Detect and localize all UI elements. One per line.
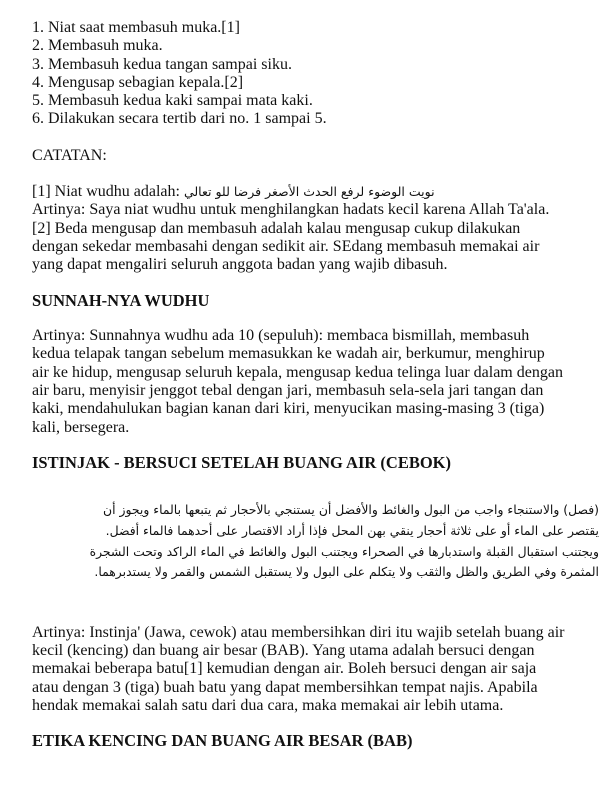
list-item: 5. Membasuh kedua kaki sampai mata kaki. bbox=[32, 92, 313, 110]
catatan-notes bbox=[32, 183, 607, 274]
sunnah-paragraph bbox=[32, 327, 607, 437]
paragraph-line: memakai beberapa batu[1] kemudian dengan air. Boleh bersuci dengan air saja bbox=[32, 660, 537, 678]
list-item: 1. Niat saat membasuh muka.[1] bbox=[32, 19, 240, 36]
paragraph-line: Artinya: Sunnahnya wudhu ada 10 (sepuluh): membaca bismillah, membasuh bbox=[32, 327, 530, 345]
paragraph-line: yang dapat mengaliri seluruh anggota badan yang wajib dibasuh. bbox=[32, 256, 448, 274]
list-item: 3. Membasuh kedua tangan sampai siku. bbox=[32, 55, 292, 73]
niat-label: [1] Niat wudhu adalah: bbox=[32, 183, 180, 201]
paragraph-line: air ke hidup, mengusap seluruh kepala, mengusap kedua telinga luar dalam dengan bbox=[32, 363, 563, 381]
paragraph-line: kaki, mendahulukan bagian kanan dari kiri, menyucikan masing-masing 3 (tiga) bbox=[32, 400, 545, 418]
section-heading-sunnah: SUNNAH-NYA WUDHU bbox=[32, 290, 210, 310]
istinjak-paragraph bbox=[32, 624, 607, 715]
paragraph-line: kecil (kencing) dan buang air besar (BAB). Yang utama adalah bersuci dengan bbox=[32, 642, 535, 660]
document-page bbox=[32, 19, 607, 751]
paragraph-line: atau dengan 3 (tiga) buah batu yang dapat membersihkan tempat najis. Apabila bbox=[32, 678, 538, 696]
catatan-title: CATATAN: bbox=[32, 146, 107, 164]
paragraph-line: kedua telapak tangan sebelum memasukkan ke wadah air, berkumur, menghirup bbox=[32, 345, 545, 363]
arabic-line: يقتصر على الماء أو على ثلاثة أحجار ينقي بهن المحل فإذا أراد الاقتصار على أحدهما فالماء أفضل. bbox=[105, 522, 599, 538]
niat-line bbox=[32, 183, 607, 201]
paragraph-line: Artinya: Instinja' (Jawa, cewok) atau membersihkan diri itu wajib setelah buang air bbox=[32, 623, 565, 641]
section-heading-etika: ETIKA KENCING DAN BUANG AIR BESAR (BAB) bbox=[32, 731, 413, 751]
wudhu-steps-list bbox=[32, 19, 607, 129]
paragraph-line: Artinya: Saya niat wudhu untuk menghilangkan hadats kecil karena Allah Ta'ala. bbox=[32, 201, 550, 219]
paragraph-line: dengan sekedar membasahi dengan sedikit air. SEdang membasuh memakai air bbox=[32, 237, 540, 255]
section-heading-istinjak: ISTINJAK - BERSUCI SETELAH BUANG AIR (CEBOK) bbox=[32, 452, 452, 472]
niat-arabic-text: نويت الوضوء لرفع الحدث الأصغر فرضا للو تعالي bbox=[183, 184, 435, 200]
paragraph-line: air baru, menyisir jenggot tebal dengan jari, membasuh sela-sela jari tangan dan bbox=[32, 381, 544, 399]
arabic-line: ويجتنب استقبال القبلة واستدبارها في الصحراء ويجتنب البول والغائط في الماء الراكد وتحت الشجرة bbox=[89, 543, 599, 559]
paragraph-line: hendak memakai salah satu dari dua cara, maka memakai air lebih utama. bbox=[32, 696, 504, 714]
list-item: 6. Dilakukan secara tertib dari no. 1 sampai 5. bbox=[32, 110, 327, 128]
arabic-line: المثمرة وفي الطريق والظل والثقب ولا يتكلم على البول ولا يستقبل الشمس والقمر ولا يستدبرهما. bbox=[94, 564, 599, 580]
paragraph-line: [2] Beda mengusap dan membasuh adalah kalau mengusap cukup dilakukan bbox=[32, 219, 521, 237]
paragraph-line: kali, bersegera. bbox=[32, 418, 130, 436]
list-item: 4. Mengusap sebagian kepala.[2] bbox=[32, 73, 244, 91]
arabic-line: (فصل) والاستنجاء واجب من البول والغائط والأفضل أن يستنجي بالأحجار ثم يتبعها بالماء ويجوز أن bbox=[103, 502, 599, 518]
list-item: 2. Membasuh muka. bbox=[32, 37, 163, 55]
arabic-text-block bbox=[32, 500, 607, 582]
